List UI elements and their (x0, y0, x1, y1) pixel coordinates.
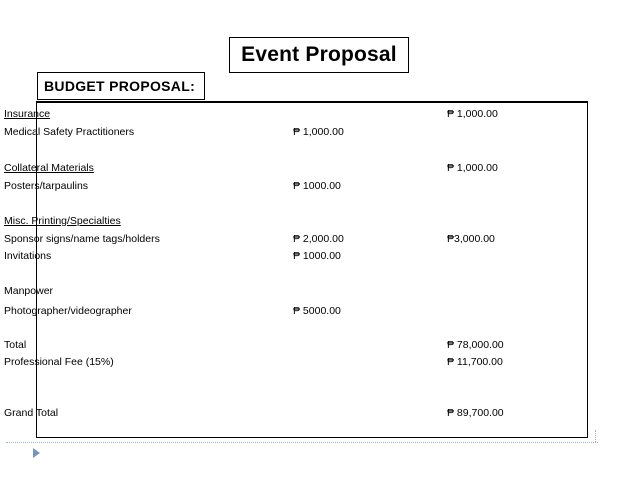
slide-title: Event Proposal (229, 37, 409, 73)
row-label: Manpower (4, 285, 54, 297)
row-amount: ₱ 1000.00 (293, 250, 341, 262)
row-amount: ₱ 1000.00 (293, 180, 341, 192)
footer-dotted-rule (6, 442, 598, 443)
row-label: Posters/tarpaulins (4, 180, 89, 192)
row-label: Insurance (4, 108, 51, 120)
row-total: ₱3,000.00 (447, 233, 495, 245)
row-label: Photographer/videographer (4, 305, 132, 317)
row-label: Grand Total (4, 407, 59, 419)
row-label: Medical Safety Practitioners (4, 126, 135, 138)
table-top-rule (37, 102, 587, 103)
row-label: Invitations (4, 250, 52, 262)
row-total: ₱ 1,000.00 (447, 162, 498, 174)
triangle-bullet-icon (33, 448, 40, 458)
row-label: Sponsor signs/name tags/holders (4, 233, 160, 245)
row-total: ₱ 89,700.00 (447, 407, 504, 419)
budget-table (36, 101, 588, 438)
row-label: Total (4, 339, 27, 351)
row-label: Misc. Printing/Specialties (4, 215, 121, 227)
row-total: ₱ 78,000.00 (447, 339, 504, 351)
row-label: Professional Fee (15%) (4, 356, 114, 368)
row-total: ₱ 11,700.00 (447, 356, 503, 368)
section-heading: BUDGET PROPOSAL: (37, 72, 205, 100)
row-total: ₱ 1,000.00 (447, 108, 498, 120)
row-amount: ₱ 5000.00 (293, 305, 341, 317)
row-amount: ₱ 2,000.00 (293, 233, 344, 245)
row-label: Collateral Materials (4, 162, 94, 174)
row-amount: ₱ 1,000.00 (293, 126, 344, 138)
footer-dotted-cap (595, 430, 596, 442)
